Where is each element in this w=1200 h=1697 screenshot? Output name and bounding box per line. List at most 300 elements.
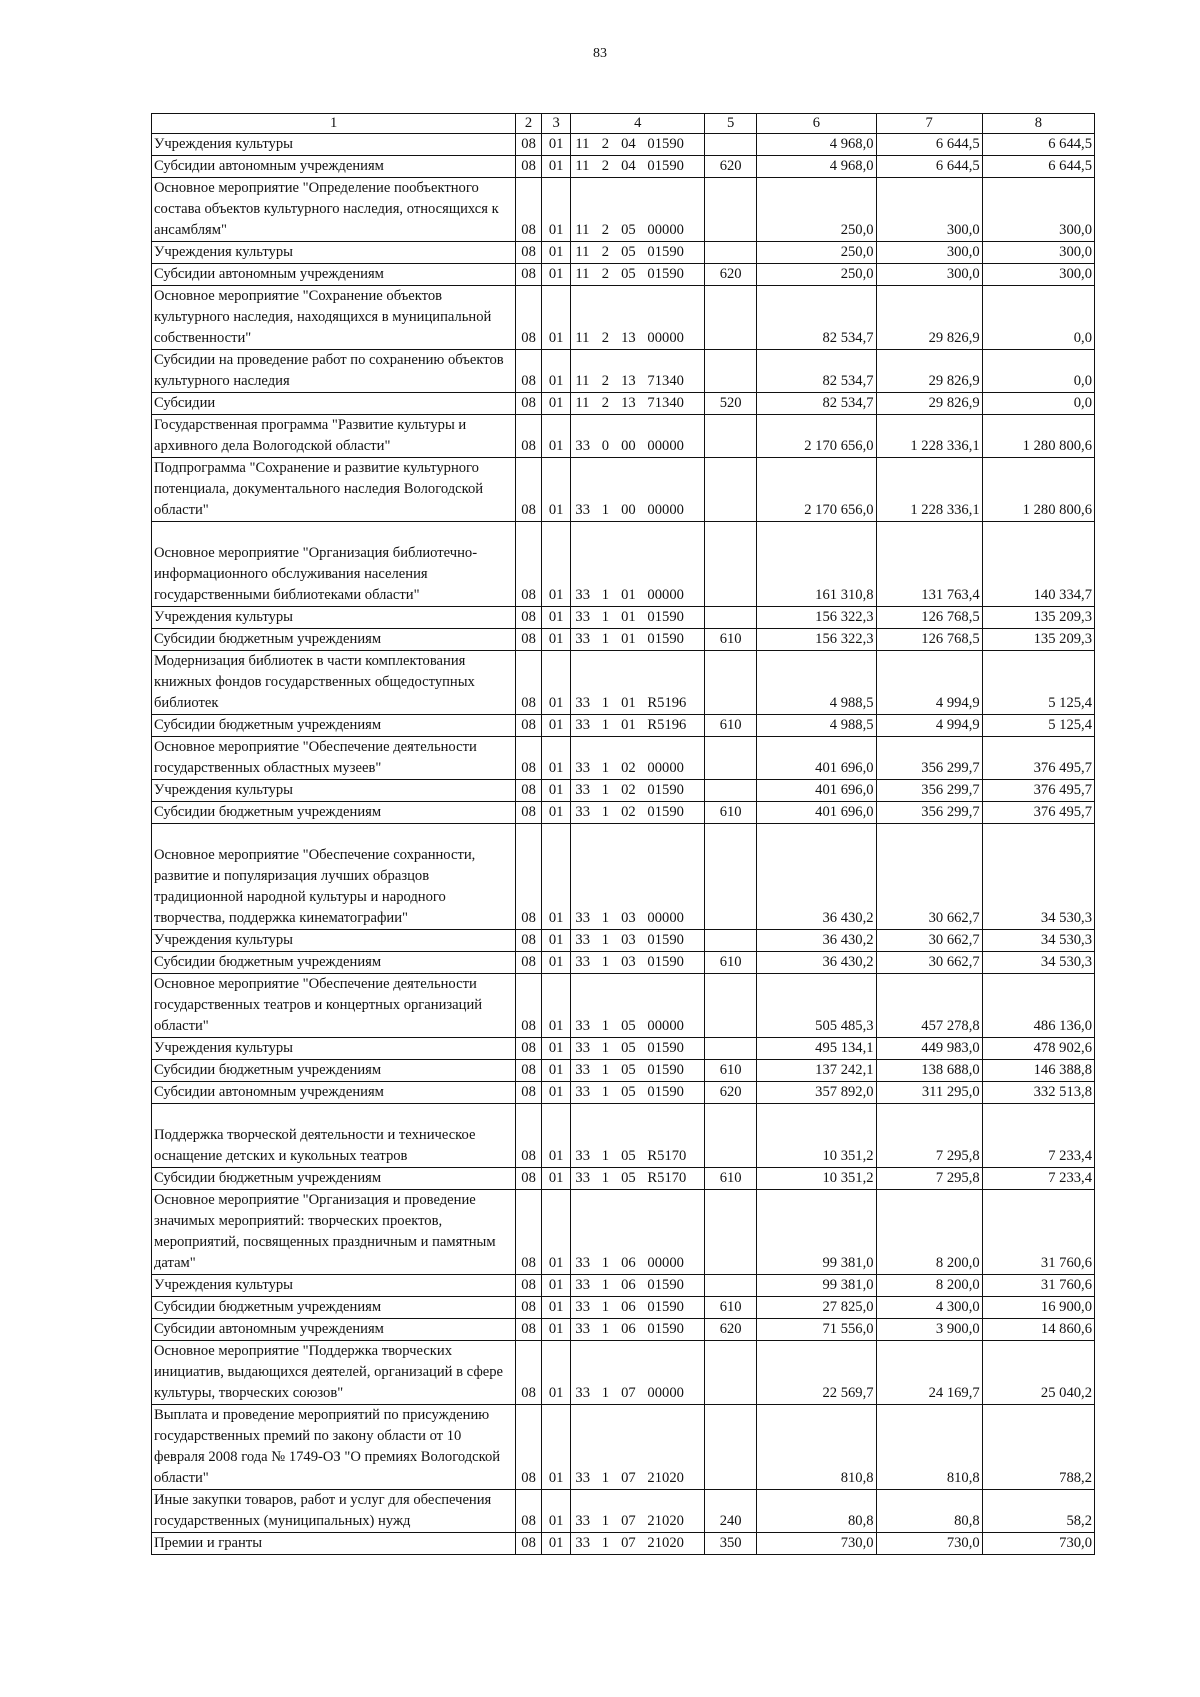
line-item-text: Субсидии бюджетным учреждениям	[154, 631, 382, 647]
line-item-text: Учреждения культуры	[154, 932, 293, 948]
article-code-part: 33	[575, 1321, 591, 1337]
article-code-part: 00000	[647, 587, 684, 603]
article-code-part: 1	[601, 782, 610, 798]
section-code: 08	[516, 1082, 542, 1104]
line-item-name	[152, 286, 516, 350]
target-article-code	[571, 1104, 705, 1168]
line-item-name	[152, 1104, 516, 1168]
article-code-part: 1	[601, 760, 610, 776]
section-code: 08	[516, 134, 542, 156]
table-row	[152, 737, 1095, 780]
expense-type-code	[705, 780, 757, 802]
expense-type-code: 620	[705, 156, 757, 178]
expense-type-code: 240	[705, 1490, 757, 1533]
amount-col-8: 0,0	[982, 350, 1094, 393]
subsection-code: 01	[541, 1082, 571, 1104]
table-row	[152, 1405, 1095, 1490]
article-code-part: 11	[575, 158, 590, 174]
amount-col-7: 4 994,9	[876, 715, 982, 737]
expense-type-code	[705, 737, 757, 780]
line-item-text: Субсидии автономным учреждениям	[154, 266, 384, 282]
amount-col-8: 376 495,7	[982, 802, 1094, 824]
blank-line	[154, 522, 513, 543]
table-row	[152, 607, 1095, 629]
subsection-code: 01	[541, 1490, 571, 1533]
subsection-code: 01	[541, 156, 571, 178]
section-code: 08	[516, 242, 542, 264]
article-code-part: 33	[575, 1513, 591, 1529]
table-row	[152, 1038, 1095, 1060]
target-article-code	[571, 1297, 705, 1319]
header-cell: 7	[876, 114, 982, 134]
line-item-text: Субсидии бюджетным учреждениям	[154, 1299, 382, 1315]
article-code-part: 00000	[647, 222, 684, 238]
article-code-part: 11	[575, 244, 590, 260]
article-code-part: 00000	[647, 438, 684, 454]
line-item-name	[152, 393, 516, 415]
article-code-part: 01590	[647, 631, 684, 647]
target-article-code	[571, 522, 705, 607]
article-code-part: 2	[601, 136, 610, 152]
article-code-part: 06	[621, 1255, 636, 1271]
article-code-part: 07	[621, 1385, 636, 1401]
amount-col-7: 126 768,5	[876, 629, 982, 651]
amount-col-6: 2 170 656,0	[757, 458, 876, 522]
table-row	[152, 629, 1095, 651]
amount-col-8: 34 530,3	[982, 930, 1094, 952]
target-article-code	[571, 607, 705, 629]
amount-col-8: 300,0	[982, 264, 1094, 286]
subsection-code: 01	[541, 1168, 571, 1190]
line-item-text: Учреждения культуры	[154, 609, 293, 625]
amount-col-7: 30 662,7	[876, 824, 982, 930]
subsection-code: 01	[541, 1038, 571, 1060]
table-row	[152, 264, 1095, 286]
subsection-code: 01	[541, 1341, 571, 1405]
article-code-part: 33	[575, 609, 591, 625]
line-item-text: Подпрограмма "Сохранение и развитие культурного потенциала, документального наследия Вологодской области"	[154, 460, 484, 518]
section-code: 08	[516, 952, 542, 974]
article-code-part: 1	[601, 1148, 610, 1164]
article-code-part: 00000	[647, 1255, 684, 1271]
subsection-code: 01	[541, 178, 571, 242]
article-code-part: 04	[621, 136, 636, 152]
section-code: 08	[516, 824, 542, 930]
expense-type-code	[705, 1275, 757, 1297]
subsection-code: 01	[541, 458, 571, 522]
article-code-part: 33	[575, 1084, 591, 1100]
amount-col-7: 29 826,9	[876, 350, 982, 393]
amount-col-6: 401 696,0	[757, 802, 876, 824]
article-code-part: R5170	[647, 1170, 687, 1186]
section-code: 08	[516, 1190, 542, 1275]
article-code-part: 33	[575, 1470, 591, 1486]
section-code: 08	[516, 458, 542, 522]
article-code-part: 33	[575, 695, 591, 711]
article-code-part: 2	[601, 266, 610, 282]
section-code: 08	[516, 974, 542, 1038]
article-code-part: 33	[575, 1535, 591, 1551]
article-code-part: 1	[601, 1084, 610, 1100]
amount-col-7: 311 295,0	[876, 1082, 982, 1104]
amount-col-6: 730,0	[757, 1533, 876, 1555]
article-code-part: 01590	[647, 1084, 684, 1100]
article-code-part: 00	[621, 438, 636, 454]
amount-col-6: 4 988,5	[757, 651, 876, 715]
table-row	[152, 156, 1095, 178]
target-article-code	[571, 1060, 705, 1082]
amount-col-7: 8 200,0	[876, 1190, 982, 1275]
amount-col-6: 810,8	[757, 1405, 876, 1490]
subsection-code: 01	[541, 1060, 571, 1082]
line-item-text: Субсидии автономным учреждениям	[154, 158, 384, 174]
table-row	[152, 134, 1095, 156]
article-code-part: 05	[621, 1170, 636, 1186]
expense-type-code: 610	[705, 952, 757, 974]
article-code-part: 2	[601, 395, 610, 411]
article-code-part: 11	[575, 222, 590, 238]
article-code-part: 2	[601, 158, 610, 174]
line-item-name	[152, 264, 516, 286]
amount-col-6: 4 968,0	[757, 156, 876, 178]
expense-type-code: 620	[705, 1082, 757, 1104]
article-code-part: 1	[601, 1170, 610, 1186]
article-code-part: 1	[601, 1277, 610, 1293]
line-item-text: Основное мероприятие "Обеспечение деятельности государственных театров и концертных организаций области"	[154, 976, 483, 1034]
line-item-text: Субсидии бюджетным учреждениям	[154, 1062, 382, 1078]
line-item-name	[152, 1533, 516, 1555]
target-article-code	[571, 134, 705, 156]
subsection-code: 01	[541, 522, 571, 607]
article-code-part: 33	[575, 1385, 591, 1401]
article-code-part: 33	[575, 760, 591, 776]
article-code-part: 02	[621, 804, 636, 820]
target-article-code	[571, 458, 705, 522]
line-item-text: Субсидии бюджетным учреждениям	[154, 1170, 382, 1186]
amount-col-7: 126 768,5	[876, 607, 982, 629]
article-code-part: 05	[621, 1084, 636, 1100]
article-code-part: 33	[575, 1148, 591, 1164]
article-code-part: 21020	[647, 1513, 684, 1529]
line-item-text: Субсидии	[154, 395, 216, 411]
section-code: 08	[516, 802, 542, 824]
subsection-code: 01	[541, 350, 571, 393]
amount-col-8: 1 280 800,6	[982, 458, 1094, 522]
amount-col-8: 7 233,4	[982, 1104, 1094, 1168]
target-article-code	[571, 715, 705, 737]
target-article-code	[571, 350, 705, 393]
article-code-part: 01590	[647, 782, 684, 798]
amount-col-7: 356 299,7	[876, 802, 982, 824]
expense-type-code	[705, 607, 757, 629]
article-code-part: 1	[601, 717, 610, 733]
section-code: 08	[516, 1490, 542, 1533]
header-cell: 6	[757, 114, 876, 134]
subsection-code: 01	[541, 242, 571, 264]
target-article-code	[571, 802, 705, 824]
line-item-text: Учреждения культуры	[154, 1277, 293, 1293]
section-code: 08	[516, 1104, 542, 1168]
target-article-code	[571, 156, 705, 178]
expense-type-code	[705, 522, 757, 607]
line-item-name	[152, 1490, 516, 1533]
amount-col-6: 82 534,7	[757, 286, 876, 350]
line-item-text: Субсидии автономным учреждениям	[154, 1321, 384, 1337]
amount-col-8: 14 860,6	[982, 1319, 1094, 1341]
subsection-code: 01	[541, 1297, 571, 1319]
table-row	[152, 286, 1095, 350]
article-code-part: 06	[621, 1277, 636, 1293]
target-article-code	[571, 1275, 705, 1297]
line-item-name	[152, 715, 516, 737]
article-code-part: 00000	[647, 502, 684, 518]
target-article-code	[571, 1490, 705, 1533]
article-code-part: 1	[601, 1535, 610, 1551]
amount-col-7: 356 299,7	[876, 780, 982, 802]
line-item-text: Выплата и проведение мероприятий по присуждению государственных премий по закону области от 10 февраля 2008 года № 1749-ОЗ "О премиях Вологодской области"	[154, 1407, 501, 1486]
amount-col-7: 1 228 336,1	[876, 415, 982, 458]
article-code-part: 1	[601, 804, 610, 820]
subsection-code: 01	[541, 780, 571, 802]
expense-type-code	[705, 242, 757, 264]
target-article-code	[571, 393, 705, 415]
table-row	[152, 1190, 1095, 1275]
table-row	[152, 1168, 1095, 1190]
target-article-code	[571, 286, 705, 350]
article-code-part: 33	[575, 804, 591, 820]
article-code-part: 1	[601, 932, 610, 948]
article-code-part: 05	[621, 266, 636, 282]
subsection-code: 01	[541, 1533, 571, 1555]
line-item-text: Субсидии автономным учреждениям	[154, 1084, 384, 1100]
article-code-part: 1	[601, 1470, 610, 1486]
section-code: 08	[516, 1341, 542, 1405]
subsection-code: 01	[541, 415, 571, 458]
amount-col-7: 29 826,9	[876, 286, 982, 350]
expense-type-code	[705, 1341, 757, 1405]
line-item-name	[152, 178, 516, 242]
amount-col-6: 137 242,1	[757, 1060, 876, 1082]
amount-col-7: 131 763,4	[876, 522, 982, 607]
line-item-text: Государственная программа "Развитие культуры и архивного дела Вологодской области"	[154, 417, 467, 454]
amount-col-6: 156 322,3	[757, 629, 876, 651]
line-item-text: Иные закупки товаров, работ и услуг для обеспечения государственных (муниципальных) нужд	[154, 1492, 492, 1529]
expense-type-code	[705, 134, 757, 156]
amount-col-8: 58,2	[982, 1490, 1094, 1533]
subsection-code: 01	[541, 974, 571, 1038]
expense-type-code	[705, 1038, 757, 1060]
expense-type-code	[705, 974, 757, 1038]
amount-col-8: 0,0	[982, 286, 1094, 350]
article-code-part: 01590	[647, 1277, 684, 1293]
amount-col-8: 478 902,6	[982, 1038, 1094, 1060]
subsection-code: 01	[541, 607, 571, 629]
section-code: 08	[516, 1168, 542, 1190]
section-code: 08	[516, 1533, 542, 1555]
amount-col-6: 82 534,7	[757, 393, 876, 415]
article-code-part: 33	[575, 502, 591, 518]
section-code: 08	[516, 393, 542, 415]
amount-col-7: 29 826,9	[876, 393, 982, 415]
article-code-part: 33	[575, 587, 591, 603]
line-item-text: Основное мероприятие "Обеспечение деятельности государственных областных музеев"	[154, 739, 477, 776]
expense-type-code: 350	[705, 1533, 757, 1555]
subsection-code: 01	[541, 802, 571, 824]
table-row	[152, 1319, 1095, 1341]
subsection-code: 01	[541, 1190, 571, 1275]
article-code-part: 01590	[647, 1062, 684, 1078]
target-article-code	[571, 1319, 705, 1341]
expense-type-code	[705, 350, 757, 393]
amount-col-8: 788,2	[982, 1405, 1094, 1490]
line-item-name	[152, 1168, 516, 1190]
amount-col-8: 730,0	[982, 1533, 1094, 1555]
article-code-part: 01590	[647, 932, 684, 948]
target-article-code	[571, 242, 705, 264]
amount-col-6: 99 381,0	[757, 1190, 876, 1275]
section-code: 08	[516, 1275, 542, 1297]
header-cell: 1	[152, 114, 516, 134]
line-item-name	[152, 1190, 516, 1275]
target-article-code	[571, 1405, 705, 1490]
amount-col-6: 401 696,0	[757, 737, 876, 780]
table-row	[152, 350, 1095, 393]
amount-col-8: 135 209,3	[982, 629, 1094, 651]
expense-type-code	[705, 178, 757, 242]
article-code-part: 11	[575, 266, 590, 282]
article-code-part: R5196	[647, 717, 687, 733]
target-article-code	[571, 178, 705, 242]
article-code-part: 2	[601, 222, 610, 238]
article-code-part: 33	[575, 717, 591, 733]
amount-col-8: 31 760,6	[982, 1190, 1094, 1275]
article-code-part: 01590	[647, 1040, 684, 1056]
table-row	[152, 952, 1095, 974]
section-code: 08	[516, 1297, 542, 1319]
amount-col-7: 7 295,8	[876, 1104, 982, 1168]
amount-col-7: 457 278,8	[876, 974, 982, 1038]
article-code-part: 1	[601, 1321, 610, 1337]
article-code-part: 1	[601, 1018, 610, 1034]
table-row	[152, 651, 1095, 715]
amount-col-6: 505 485,3	[757, 974, 876, 1038]
line-item-name	[152, 1082, 516, 1104]
line-item-name	[152, 952, 516, 974]
target-article-code	[571, 1168, 705, 1190]
article-code-part: 07	[621, 1513, 636, 1529]
article-code-part: 71340	[647, 395, 684, 411]
amount-col-8: 31 760,6	[982, 1275, 1094, 1297]
amount-col-6: 71 556,0	[757, 1319, 876, 1341]
amount-col-7: 80,8	[876, 1490, 982, 1533]
article-code-part: 33	[575, 1062, 591, 1078]
amount-col-7: 356 299,7	[876, 737, 982, 780]
subsection-code: 01	[541, 629, 571, 651]
section-code: 08	[516, 651, 542, 715]
line-item-name	[152, 1275, 516, 1297]
amount-col-7: 8 200,0	[876, 1275, 982, 1297]
target-article-code	[571, 930, 705, 952]
amount-col-6: 99 381,0	[757, 1275, 876, 1297]
article-code-part: 1	[601, 502, 610, 518]
subsection-code: 01	[541, 1405, 571, 1490]
amount-col-7: 30 662,7	[876, 952, 982, 974]
table-row	[152, 715, 1095, 737]
article-code-part: 0	[601, 438, 610, 454]
amount-col-8: 7 233,4	[982, 1168, 1094, 1190]
line-item-name	[152, 522, 516, 607]
table-row	[152, 1275, 1095, 1297]
article-code-part: 1	[601, 631, 610, 647]
amount-col-6: 36 430,2	[757, 930, 876, 952]
article-code-part: 33	[575, 1040, 591, 1056]
table-row	[152, 930, 1095, 952]
target-article-code	[571, 1533, 705, 1555]
amount-col-6: 156 322,3	[757, 607, 876, 629]
amount-col-8: 34 530,3	[982, 952, 1094, 974]
section-code: 08	[516, 1060, 542, 1082]
table-row	[152, 1060, 1095, 1082]
amount-col-6: 250,0	[757, 178, 876, 242]
subsection-code: 01	[541, 286, 571, 350]
article-code-part: 11	[575, 373, 590, 389]
line-item-name	[152, 930, 516, 952]
article-code-part: 1	[601, 695, 610, 711]
table-row	[152, 824, 1095, 930]
article-code-part: 03	[621, 954, 636, 970]
amount-col-8: 135 209,3	[982, 607, 1094, 629]
table-row	[152, 242, 1095, 264]
amount-col-7: 6 644,5	[876, 156, 982, 178]
article-code-part: R5196	[647, 695, 687, 711]
article-code-part: 05	[621, 222, 636, 238]
amount-col-8: 332 513,8	[982, 1082, 1094, 1104]
amount-col-8: 376 495,7	[982, 737, 1094, 780]
article-code-part: 1	[601, 1299, 610, 1315]
article-code-part: 1	[601, 1385, 610, 1401]
article-code-part: 01590	[647, 804, 684, 820]
line-item-name	[152, 1060, 516, 1082]
article-code-part: 1	[601, 954, 610, 970]
line-item-name	[152, 629, 516, 651]
article-code-part: 33	[575, 438, 591, 454]
amount-col-7: 1 228 336,1	[876, 458, 982, 522]
line-item-text: Основное мероприятие "Определение пообъектного состава объектов культурного наследия, относящихся к ансамблям"	[154, 180, 499, 238]
target-article-code	[571, 1190, 705, 1275]
line-item-text: Основное мероприятие "Организация библиотечно-информационного обслуживания населения государственными библиотеками области"	[154, 545, 478, 603]
amount-col-8: 300,0	[982, 242, 1094, 264]
target-article-code	[571, 415, 705, 458]
amount-col-6: 4 968,0	[757, 134, 876, 156]
article-code-part: 06	[621, 1299, 636, 1315]
article-code-part: 07	[621, 1470, 636, 1486]
amount-col-7: 449 983,0	[876, 1038, 982, 1060]
article-code-part: 02	[621, 782, 636, 798]
table-row	[152, 974, 1095, 1038]
table-row	[152, 1490, 1095, 1533]
expense-type-code: 520	[705, 393, 757, 415]
amount-col-7: 138 688,0	[876, 1060, 982, 1082]
article-code-part: 01590	[647, 244, 684, 260]
article-code-part: 01	[621, 609, 636, 625]
amount-col-6: 250,0	[757, 242, 876, 264]
article-code-part: 01	[621, 631, 636, 647]
expense-type-code: 610	[705, 629, 757, 651]
amount-col-6: 161 310,8	[757, 522, 876, 607]
expense-type-code	[705, 930, 757, 952]
article-code-part: 05	[621, 1148, 636, 1164]
header-cell: 8	[982, 114, 1094, 134]
